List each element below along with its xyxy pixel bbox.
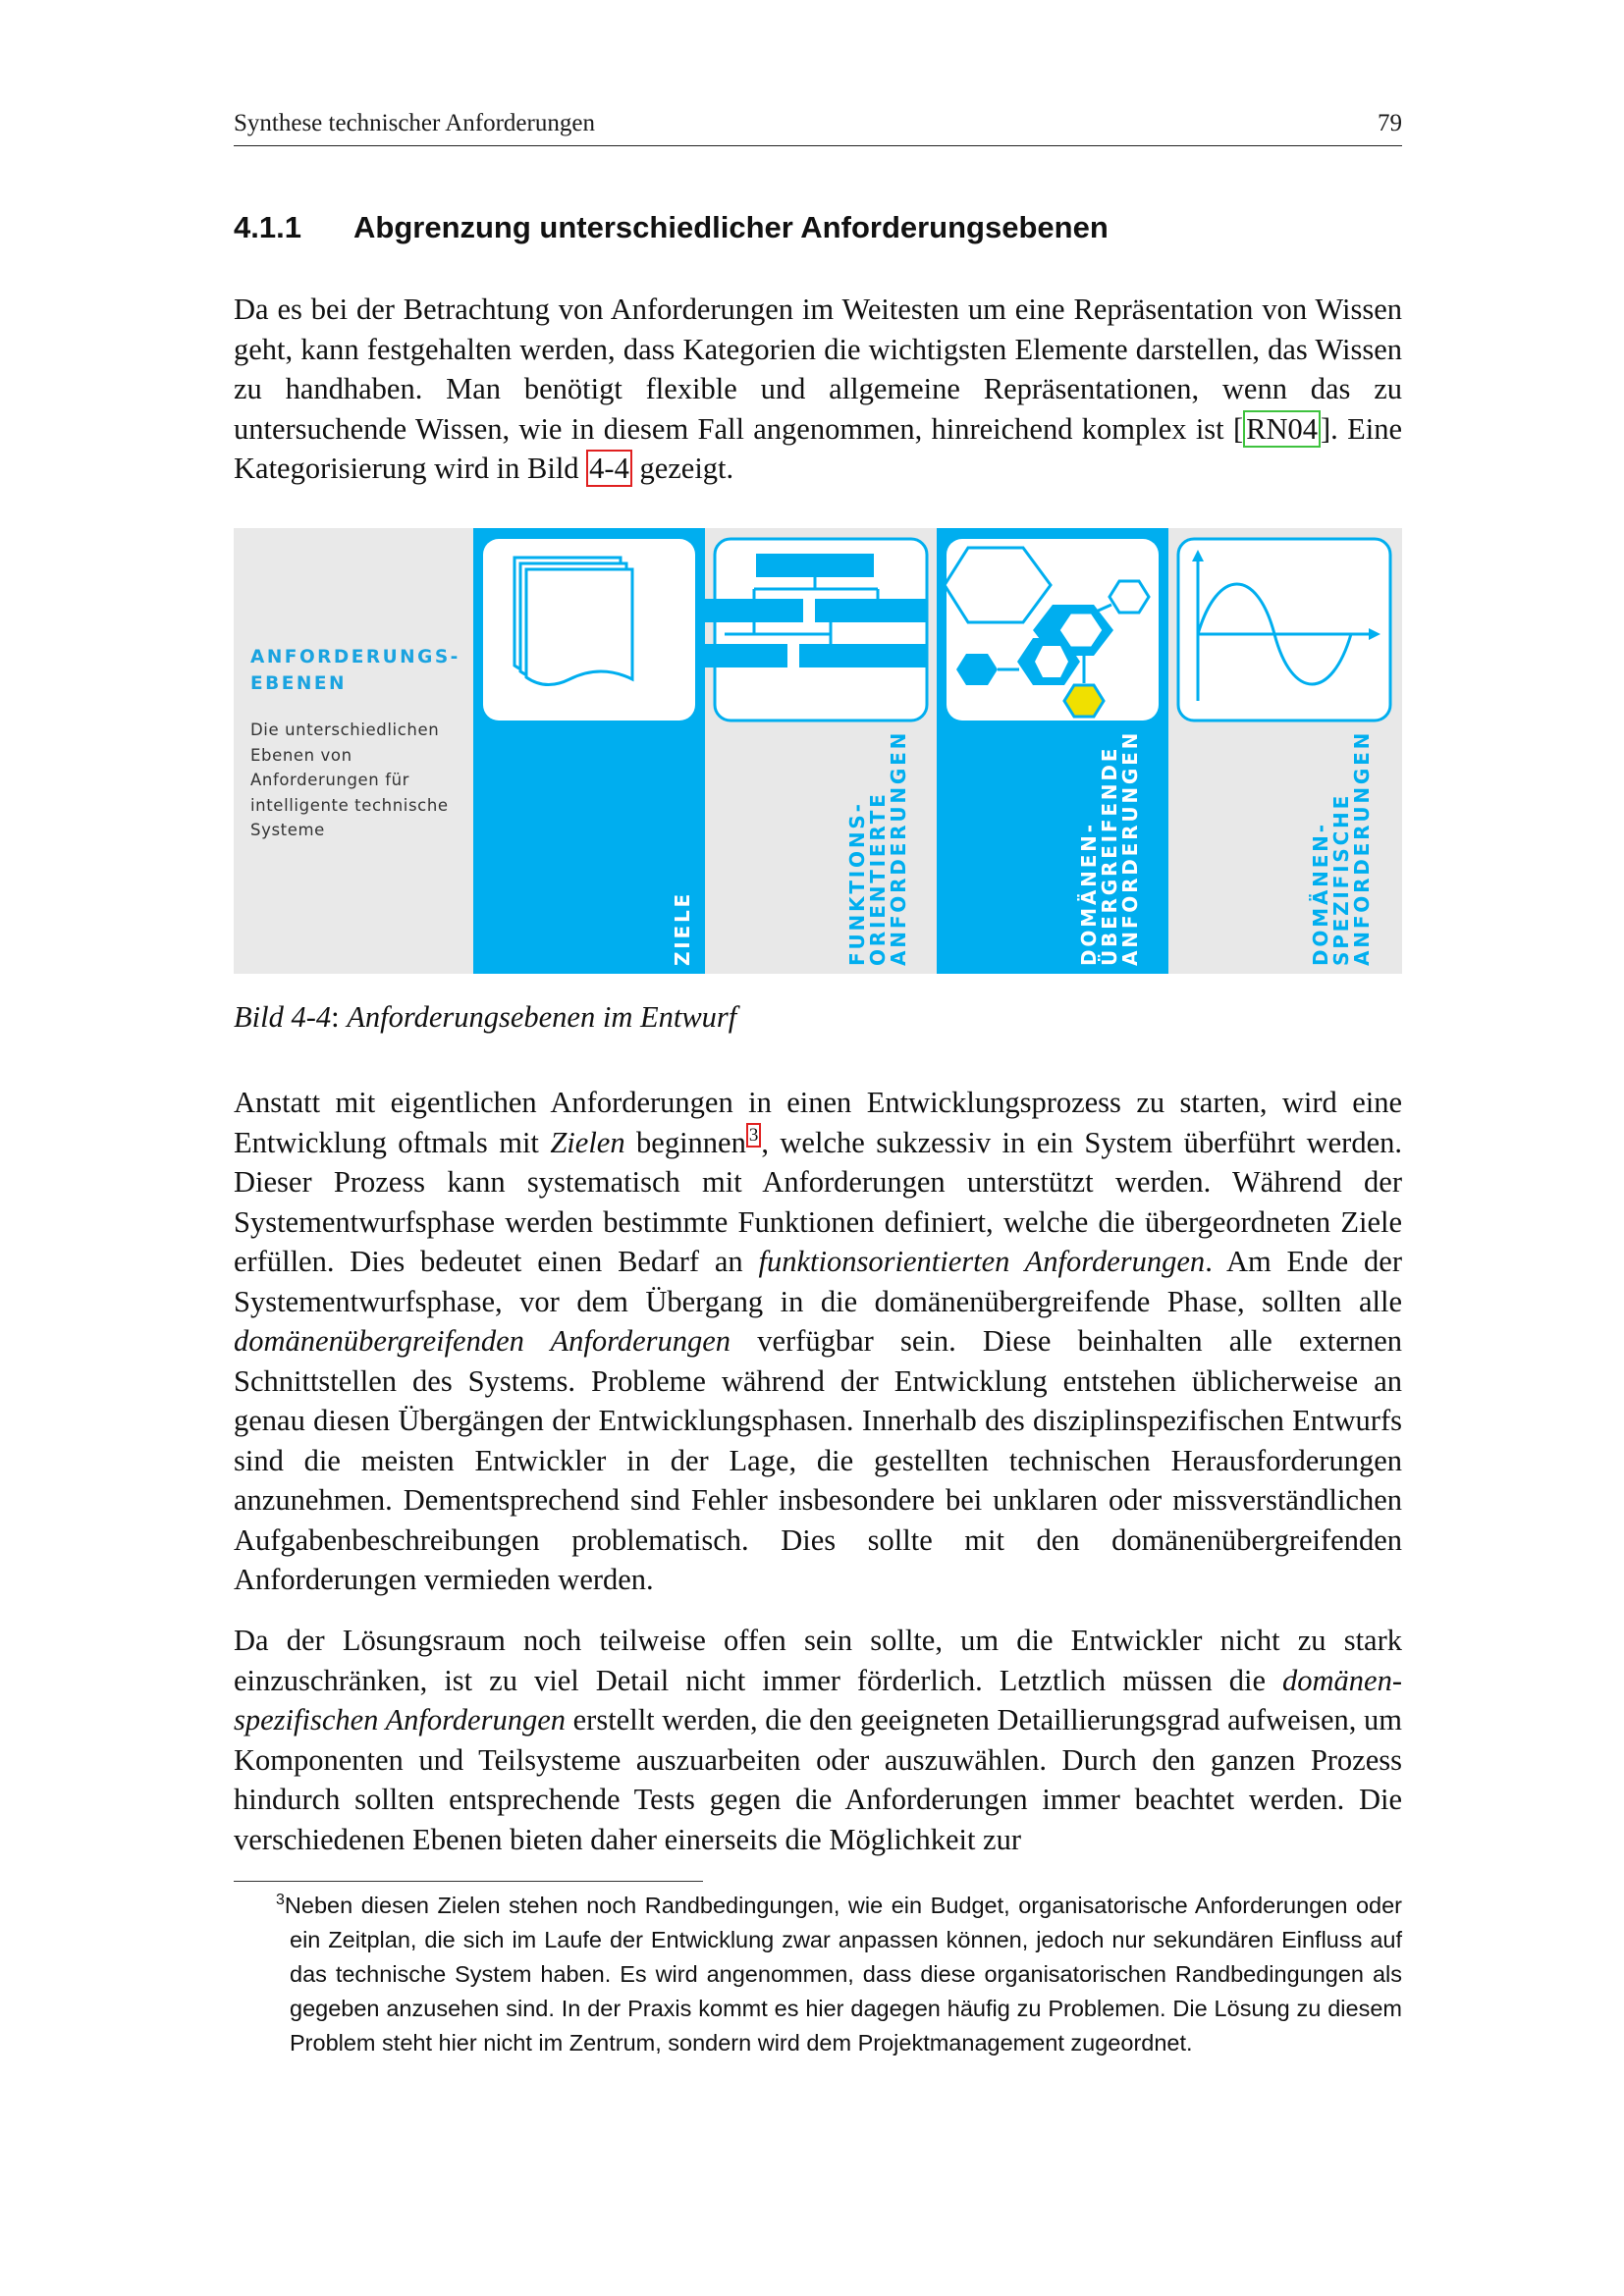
column-label-cross-domain: DOMÄNEN- ÜBERGREIFENDE ANFORDERUNGEN xyxy=(1077,729,1142,966)
page-number: 79 xyxy=(1378,110,1402,136)
paragraph-solution-space: Da der Lösungsraum noch teilweise offen sein sollte, um die Entwickler nicht zu stark einzuschränken, ist zu viel Detail nicht immer förderlich. Letztlich müssen die domänenspezifischen Anforderungen erstellt werden, die den geeigneten Detaillierungsgrad aufweisen, um Komponenten und Teilsysteme auszuarbeiten oder auszuwählen. Durch den ganzen Prozess hindurch sollten entsprechende Tests gegen die Anforderungen immer beachtet werden. Die verschiedenen Ebenen bieten daher einerseits die Möglichkeit zur xyxy=(234,1624,1403,1856)
figure-column-function-oriented xyxy=(705,528,937,974)
figure-caption: Bild 4-4: Anforderungsebenen im Entwurf xyxy=(234,1000,737,1034)
running-title: Synthese technischer Anforderungen xyxy=(234,110,595,136)
caption-text: Anforderungsebenen im Entwurf xyxy=(347,1000,737,1034)
section-heading xyxy=(234,210,1402,245)
footnote-mark: 3 xyxy=(276,1892,285,1909)
column-label-domain-specific: DOMÄNEN- SPEZIFISCHE ANFORDERUNGEN xyxy=(1309,729,1374,966)
footnote xyxy=(234,1889,1402,2060)
figure-intro-text: Die unterschiedlichen Ebenen von Anforderungen für intelligente technische Systeme xyxy=(250,721,449,839)
paragraph-intro: Da es bei der Betrachtung von Anforderungen im Weitesten um eine Repräsentation von Wissen geht, kann festgehalten werden, dass Kategorien die wichtigsten Elemente darstellen, das Wissen zu handhaben. Man benötigt flexible und allgemeine Repräsentationen, wenn das zu untersuchende Wissen, wie in diesem Fall angenommen, hinreichend komplex ist [RN04]. Eine Kategorisierung wird in Bild 4-4 gezeigt. xyxy=(234,293,1402,485)
citation-link[interactable]: RN04 xyxy=(1243,410,1321,448)
section-title: Abgrenzung unterschiedlicher Anforderungsebenen xyxy=(353,210,1109,244)
figure-column-goals xyxy=(473,528,705,974)
figure-intro-panel xyxy=(234,528,473,974)
footnote-rule xyxy=(234,1881,703,1882)
figure-requirement-levels xyxy=(234,528,1402,974)
footnote-text: Neben diesen Zielen stehen noch Randbedingungen, wie ein Budget, organisatorische Anforderungen oder ein Zeitplan, die sich im Laufe der Entwicklung zwar anpassen können, jedoch nur sekundären Einfluss auf das technische System haben. Es wird angenommen, dass diese organisatorischen Randbedingungen als gegeben anzusehen sind. In der Praxis kommt es hier dagegen häufig zu Problemen. Die Lösung zu diesem Problem steht hier nicht im Zentrum, sondern wird dem Projektmanagement zugeordnet. xyxy=(284,1893,1402,2056)
column-label-function-oriented: FUNKTIONS- ORIENTIERTE ANFORDERUNGEN xyxy=(845,729,910,966)
figure-column-cross-domain xyxy=(937,528,1168,974)
column-label-goals: ZIELE xyxy=(671,890,694,966)
caption-label: Bild 4-4 xyxy=(234,1000,332,1034)
figure-column-domain-specific xyxy=(1168,528,1402,974)
figure-intro-title: ANFORDERUNGS- EBENEN xyxy=(250,647,460,694)
running-header xyxy=(234,110,1402,146)
section-number: 4.1.1 xyxy=(234,210,301,244)
footnote-reference-link[interactable]: 3 xyxy=(746,1123,762,1148)
figure-reference-link[interactable]: 4-4 xyxy=(586,450,632,487)
paragraph-process: Anstatt mit eigentlichen Anforderungen in einen Entwicklungsprozess zu starten, wird eine Entwicklung oftmals mit Zielen beginnen $^3$, welche sukzessiv in ein System überführt werden. Dieser Prozess kann systematisch mit Anforderungen unterstützt werden. Während der Systementwurfsphase werden bestimmte Funktionen definiert, welche die übergeordneten Ziele erfüllen. Dies bedeutet einen Bedarf an funktionsorientierten Anforderungen. Am Ende der Systementwurfsphase, vor dem Übergang in die domänenübergreifende Phase, sollten alle domänenübergreifenden Anforderungen verfügbar sein. Diese beinhalten alle externen Schnittstellen des Systems. Probleme während der Entwicklung entstehen üblicherweise an genau diesen Übergängen der Entwicklungsphasen. Innerhalb des disziplinspezifischen Entwurfs sind die meisten Entwickler in der Lage, die gestellten technischen Herausforderungen anzunehmen. Dementsprechend sind Fehler insbesondere bei unklaren oder missverständlichen Aufgabenbeschreibungen problematisch. Dies sollte mit den domänenübergreifenden Anforderungen vermieden werden. xyxy=(234,1086,1403,1596)
